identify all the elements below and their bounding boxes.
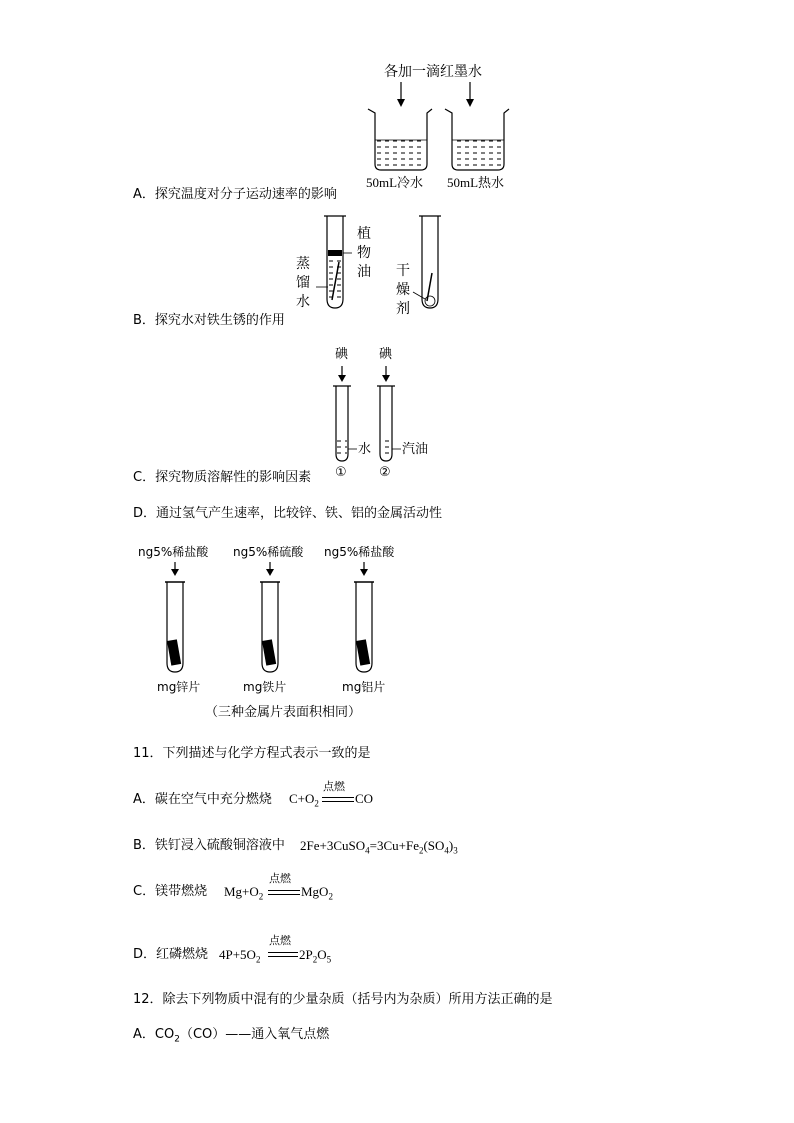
q11-c-label: C．镁带燃烧 <box>133 884 208 899</box>
tube-iodine-gasoline <box>377 386 401 461</box>
q11-d-condition: 点燃 <box>269 934 291 947</box>
tube-desiccant <box>413 216 441 308</box>
dry-char-1: 干 <box>396 263 410 279</box>
arrow-beaker1 <box>397 82 405 107</box>
arrow-acid3 <box>360 562 368 576</box>
oil-char-1: 植 <box>357 226 371 242</box>
tube-iodine-water <box>333 386 357 461</box>
arrow-iodine2 <box>382 366 390 382</box>
water-char-1: 蒸 <box>296 256 310 272</box>
tube2-number: ② <box>379 465 391 480</box>
beaker-cold-water <box>368 109 432 170</box>
option-a: A．探究温度对分子运动速率的影响 <box>133 187 337 202</box>
arrow-acid1 <box>171 562 179 576</box>
q11-a-double-line <box>322 797 354 802</box>
beaker2-label: 50mL热水 <box>447 175 505 190</box>
q12-option-a: A．$CO_2(CO)——$通入氧气点燃 <box>133 1027 330 1045</box>
metal3-label: mg铝片 <box>342 680 386 694</box>
tube-water-oil <box>316 216 352 308</box>
q11-d-equation: $4P+5O_2$ <box>219 947 261 965</box>
figA-top-label: 各加一滴红墨水 <box>384 64 482 80</box>
iodine1-label: 碘 <box>335 347 349 362</box>
q11-d-product: $2P_2O_5$ <box>299 947 332 965</box>
acid2-label: ng5%稀硫酸 <box>233 545 304 559</box>
tube-iron <box>260 582 280 672</box>
q11-c-equation: $Mg+O_2$ <box>224 884 264 902</box>
option-b: B．探究水对铁生锈的作用 <box>133 313 285 328</box>
dry-char-3: 剂 <box>396 301 410 317</box>
q11-b-label: B．铁钉浸入硫酸铜溶液中 <box>133 838 285 853</box>
q11-d-double-line <box>268 952 298 957</box>
q11-stem: 11．下列描述与化学方程式表示一致的是 <box>133 746 371 761</box>
q11-c-condition: 点燃 <box>269 872 291 885</box>
q11-d-label: D．红磷燃烧 <box>133 947 209 962</box>
q11-a-product: CO <box>355 791 374 806</box>
water-char-2: 馏 <box>296 275 310 291</box>
oil-char-2: 物 <box>357 245 371 261</box>
water-label: 水 <box>358 442 372 457</box>
iodine2-label: 碘 <box>379 347 393 362</box>
acid3-label: ng5%稀盐酸 <box>324 545 395 559</box>
figD-note: （三种金属片表面积相同） <box>205 705 362 720</box>
option-c: C．探究物质溶解性的影响因素 <box>133 470 312 485</box>
arrow-iodine1 <box>338 366 346 382</box>
gasoline-label: 汽油 <box>402 442 429 457</box>
metal1-label: mg锌片 <box>157 680 201 694</box>
q12-stem: 12．除去下列物质中混有的少量杂质（括号内为杂质）所用方法正确的是 <box>133 992 553 1007</box>
q11-a-condition: 点燃 <box>323 780 345 793</box>
q11-b-equation: $2Fe+3CuSO_4=3Cu+Fe_2(SO_4)_3$ <box>300 838 458 856</box>
water-char-3: 水 <box>296 294 310 310</box>
oil-char-3: 油 <box>357 264 371 280</box>
q11-a-equation: $C+O_2$ <box>289 791 319 809</box>
tube1-number: ① <box>335 465 347 480</box>
tube-zinc <box>165 582 185 672</box>
tube-aluminum <box>354 582 374 672</box>
q11-a-label: A．碳在空气中充分燃烧 <box>133 792 272 807</box>
arrow-acid2 <box>266 562 274 576</box>
beaker1-label: 50mL冷水 <box>366 175 424 190</box>
beaker-hot-water <box>445 109 509 170</box>
q11-c-double-line <box>268 890 300 895</box>
dry-char-2: 燥 <box>396 282 410 298</box>
arrow-beaker2 <box>466 82 474 107</box>
metal2-label: mg铁片 <box>243 680 287 694</box>
acid1-label: ng5%稀盐酸 <box>138 545 209 559</box>
option-d: D．通过氢气产生速率，比较锌、铁、铝的金属活动性 <box>133 506 443 521</box>
q11-c-product: MgO$_2$ <box>301 884 333 902</box>
